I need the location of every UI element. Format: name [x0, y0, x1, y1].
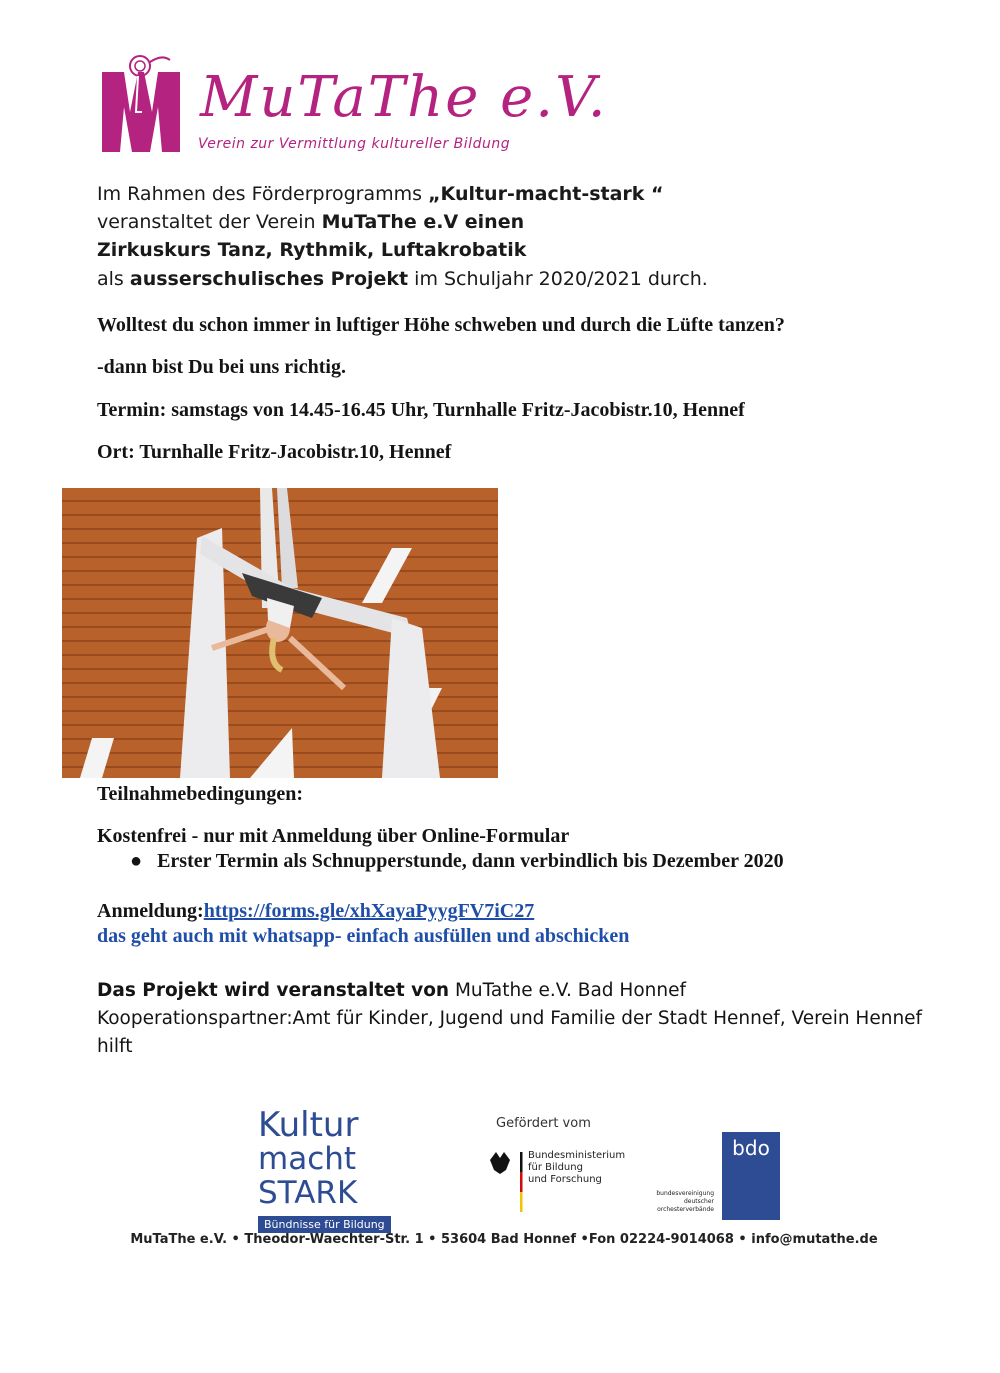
conditions-cost: Kostenfrei - nur mit Anmeldung über Online-Formular — [97, 825, 570, 847]
intro-line-1: Im Rahmen des Förderprogramms „Kultur-macht-stark “ — [97, 183, 664, 205]
intro-line-3: Zirkuskurs Tanz, Rythmik, Luftakrobatik — [97, 239, 527, 261]
org-tagline: Verein zur Vermittlung kultureller Bildung — [198, 136, 511, 152]
kultur-macht-stark-logo — [258, 1105, 438, 1233]
partners-line-2: hilft — [97, 1036, 133, 1057]
bdo-subtitle: bundesvereinigung deutscher orchesterverbände — [656, 1190, 714, 1213]
intro-line-4: als ausserschulisches Projekt im Schuljahr 2020/2021 durch. — [97, 268, 708, 290]
termin-line: Termin: samstags von 14.45-16.45 Uhr, Turnhalle Fritz-Jacobistr.10, Hennef — [97, 399, 745, 421]
org-name: MuTaThe e.V. — [200, 65, 608, 130]
kms-buendnis-text: Bündnisse für Bildung — [258, 1216, 391, 1233]
bullet-icon: ● — [130, 850, 158, 872]
aerial-silk-photo — [62, 488, 498, 778]
answer-line: -dann bist Du bei uns richtig. — [97, 356, 346, 378]
kms-kultur-text: Kultur — [258, 1105, 359, 1145]
registration-link[interactable]: https://forms.gle/xhXayaPyygFV7iC27 — [203, 900, 535, 922]
registration-note: das geht auch mit whatsapp- einfach ausfüllen und abschicken — [97, 925, 630, 947]
question-line: Wolltest du schon immer in luftiger Höhe schweben und durch die Lüfte tanzen? — [97, 314, 785, 336]
intro-line-2: veranstaltet der Verein MuTaThe e.V einen — [97, 211, 525, 233]
kms-macht-text: macht STARK — [258, 1141, 358, 1211]
partners-line-1: Kooperationspartner:Amt für Kinder, Jugend und Familie der Stadt Hennef, Verein Hennef — [97, 1008, 923, 1029]
conditions-heading: Teilnahmebedingungen: — [97, 783, 303, 805]
bdo-logo-text: bdo — [732, 1136, 770, 1160]
organizer-line: Das Projekt wird veranstaltet von MuTathe e.V. Bad Honnef — [97, 980, 686, 1001]
mutathe-logo-icon — [100, 52, 182, 152]
bmbf-text: Bundesministerium für Bildung und Forschung — [528, 1150, 626, 1185]
gefoerdert-label: Gefördert vom — [496, 1116, 591, 1131]
conditions-bullet-item: ● Erster Termin als Schnupperstunde, dann verbindlich bis Dezember 2020 — [130, 850, 784, 872]
ort-line: Ort: Turnhalle Fritz-Jacobistr.10, Hennef — [97, 441, 452, 463]
registration-line: Anmeldung:https://forms.gle/xhXayaPyygFV7iC27 — [97, 900, 535, 922]
footer-address: MuTaThe e.V. • Theodor-Waechter-Str. 1 • 53604 Bad Honnef •Fon 02224-9014068 • info@mutathe.de — [130, 1232, 878, 1247]
